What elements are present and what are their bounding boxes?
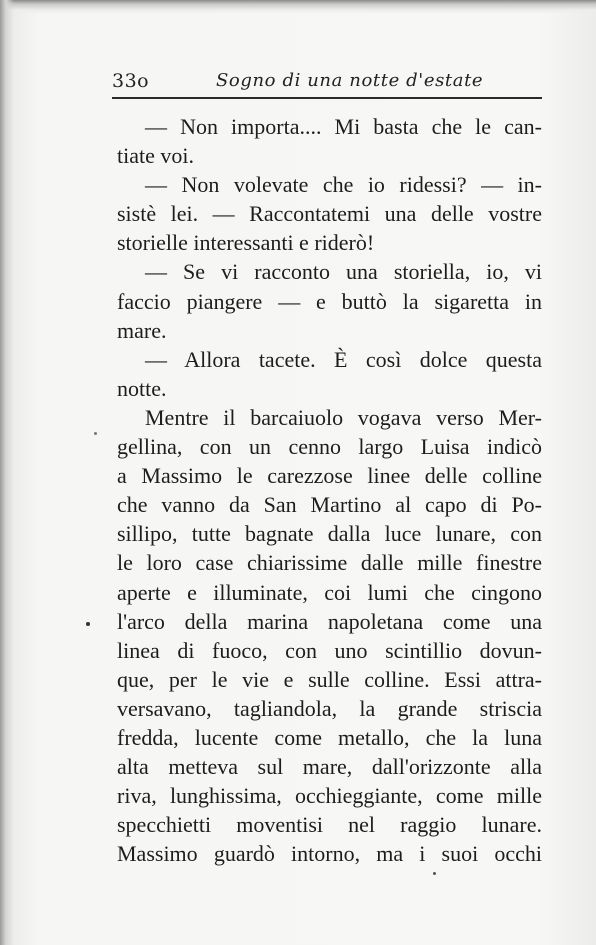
text-line: che vanno da San Martino al capo di Po- (117, 492, 542, 518)
text-line: storielle interessanti e riderò! (117, 230, 375, 256)
page-header (112, 66, 542, 96)
text-line: tiate voi. (117, 143, 194, 169)
text-line: specchietti moventisi nel raggio lunare. (117, 812, 542, 838)
text-line: linea di fuoco, con uno scintillio dovun- (117, 637, 542, 663)
text-line: sillipo, tutte bagnate dalla luce lunare, con (117, 521, 542, 547)
text-line: sistè lei. — Raccontatemi una delle vostre (117, 201, 542, 227)
running-title: Sogno di una notte d'estate (216, 70, 484, 91)
text-line: — Non volevate che io ridessi? — in- (145, 172, 542, 198)
page-number: 33o (112, 70, 150, 92)
text-line: l'arco della marina napoletana come una (117, 608, 542, 634)
text-line: alta metteva sul mare, dall'orizzonte alla (117, 754, 542, 780)
body-text (117, 112, 542, 868)
text-line: — Non importa.... Mi basta che le can- (145, 114, 542, 139)
text-line: versavano, tagliandola, la grande striscia (117, 695, 542, 721)
text-line: le loro case chiarissime dalle mille finestre (117, 550, 542, 576)
text-line: notte. (117, 375, 167, 401)
header-rule (112, 97, 542, 99)
text-line: Massimo guardò intorno, ma i suoi occhi (117, 841, 542, 867)
text-line: faccio piangere — e buttò la sigaretta in (117, 288, 542, 314)
text-line: aperte e illuminate, coi lumi che cingono (117, 579, 542, 605)
margin-speck (86, 622, 90, 626)
text-line: que, per le vie e sulle colline. Essi attra- (117, 666, 542, 692)
text-line: Mentre il barcaiuolo vogava verso Mer- (145, 404, 542, 430)
margin-speck (94, 432, 97, 435)
margin-speck (433, 872, 436, 875)
text-line: a Massimo le carezzose linee delle colline (117, 463, 542, 489)
text-line: mare. (117, 317, 167, 343)
text-line: riva, lunghissima, occhieggiante, come mille (117, 783, 542, 809)
text-line: — Se vi racconto una storiella, io, vi (145, 259, 542, 285)
text-line: — Allora tacete. È così dolce questa (145, 346, 542, 372)
page-top-shadow (0, 0, 596, 14)
page-gutter-shadow (0, 0, 14, 945)
text-line: fredda, lucente come metallo, che la luna (117, 724, 542, 750)
text-line: gellina, con un cenno largo Luisa indicò (117, 434, 542, 460)
